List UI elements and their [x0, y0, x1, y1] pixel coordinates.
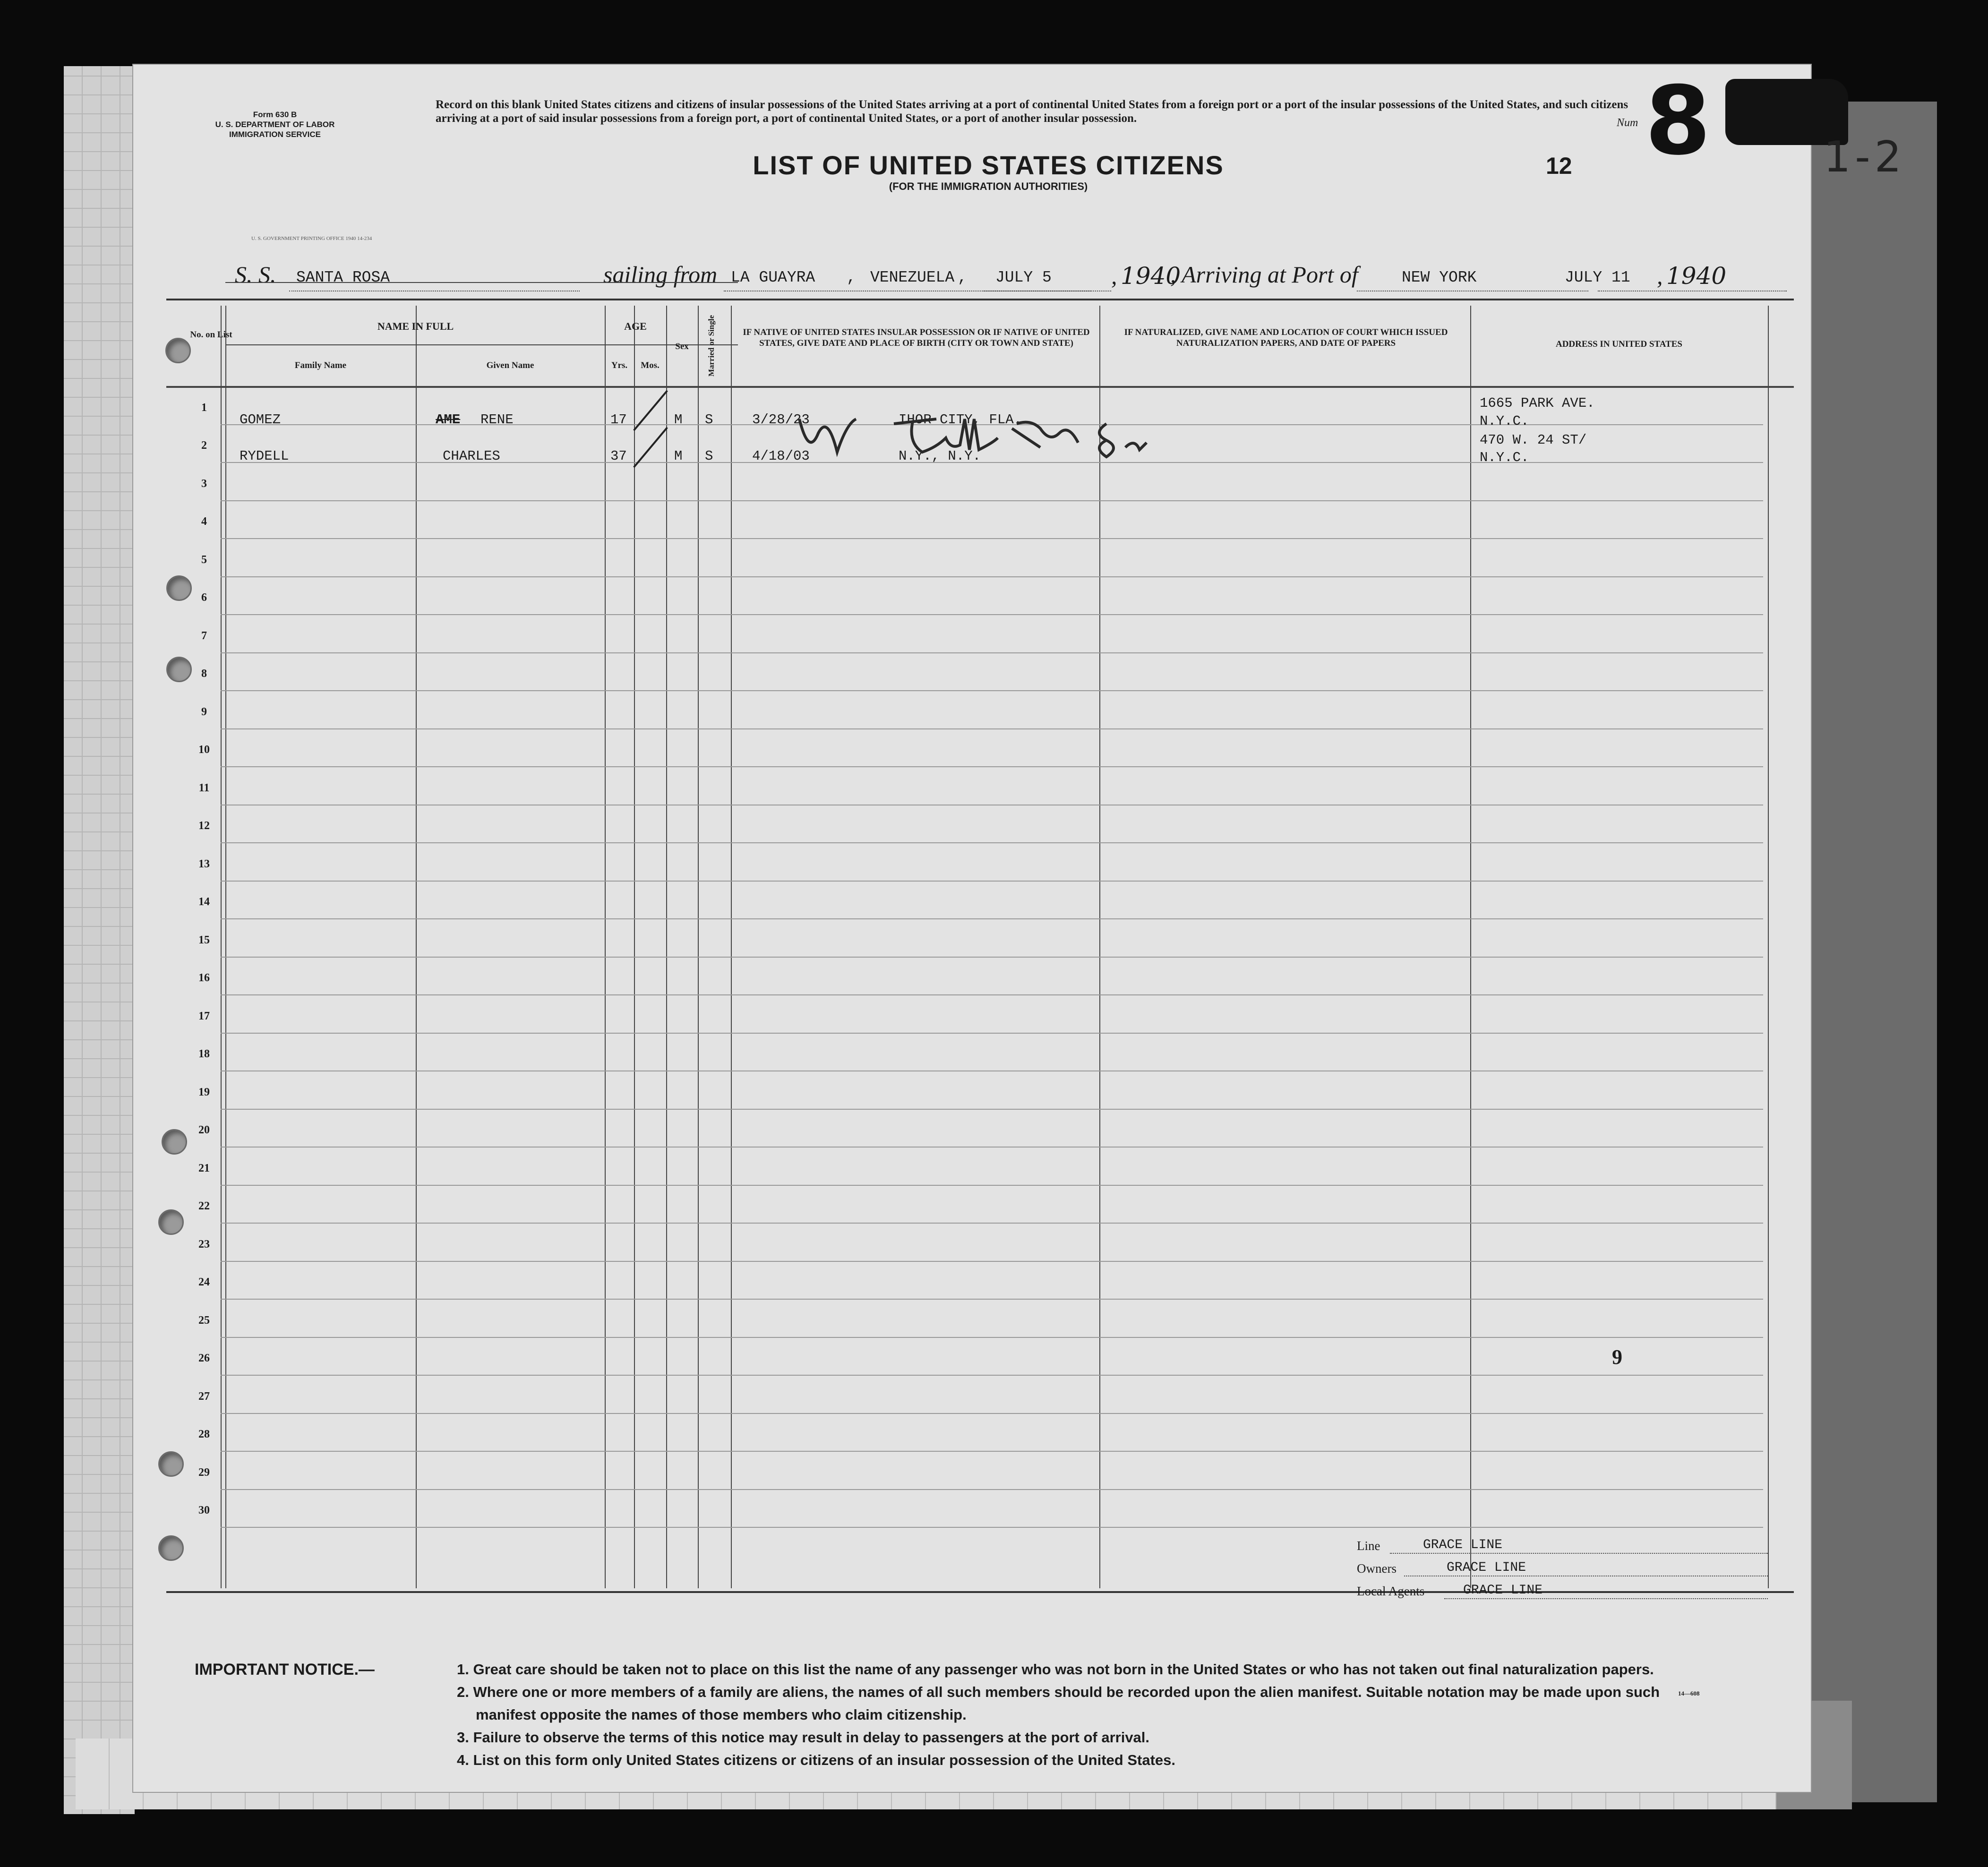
header-name-in-full: NAME IN FULL — [377, 320, 454, 332]
instruction-note: Record on this blank United States citizens and citizens of insular possessions of the United States arriving at a port of continental United States from a foreign port or a port of the insular possessions of the United States, and such citizens arriving at a port of said insular possessions from a foreign port, a port of continental United States, or a port of another insular possession. — [436, 98, 1628, 125]
row-rule — [221, 652, 1763, 653]
sex: M — [674, 448, 683, 464]
printer-mark: U. S. GOVERNMENT PRINTING OFFICE 1940 14-234 — [251, 236, 372, 241]
birth-date: 3/28/23 — [752, 412, 810, 428]
row-number: 20 — [198, 1124, 210, 1136]
handwritten-annotation — [795, 405, 1154, 462]
service: IMMIGRATION SERVICE — [229, 130, 321, 139]
binder-hole — [158, 1451, 184, 1477]
col-rule — [221, 306, 222, 1588]
header-address: ADDRESS IN UNITED STATES — [1555, 339, 1682, 349]
row-number: 18 — [198, 1048, 210, 1060]
row-rule — [221, 1413, 1763, 1414]
form-number: Form 630 B — [253, 110, 297, 119]
arrive-port: NEW YORK — [1402, 269, 1477, 286]
col-rule — [416, 306, 417, 1588]
row-number: 8 — [201, 668, 207, 680]
row-rule — [221, 1109, 1763, 1110]
row-rule — [221, 728, 1763, 729]
header-sex: Sex — [675, 342, 689, 351]
stamp-number: 8 — [1645, 66, 1711, 176]
row-number: 14 — [198, 896, 210, 908]
row-rule — [221, 576, 1763, 577]
row-rule — [221, 994, 1763, 995]
owners-label: Owners — [1357, 1561, 1397, 1576]
row-number: 26 — [198, 1352, 210, 1364]
row-rule — [221, 1185, 1763, 1186]
row-number: 10 — [198, 744, 210, 756]
agents-label: Local Agents — [1357, 1584, 1425, 1598]
comma-3: , — [1111, 263, 1117, 289]
row-number: 19 — [198, 1086, 210, 1098]
address-line2: N.Y.C. — [1480, 413, 1529, 429]
row-rule — [221, 1375, 1763, 1376]
row-number: 17 — [198, 1010, 210, 1022]
header-split-rule — [225, 282, 738, 283]
binder-hole — [158, 1209, 184, 1235]
header-yrs: Yrs. — [611, 360, 628, 370]
family-name: RYDELL — [240, 448, 289, 464]
form-header-block — [190, 110, 360, 139]
row-number: 27 — [198, 1390, 210, 1403]
grid-paper-edge — [64, 66, 135, 1814]
marital-status: S — [705, 412, 713, 428]
row-number: 6 — [201, 591, 207, 604]
page-mark: 9 — [1612, 1345, 1622, 1369]
row-number: 13 — [198, 857, 210, 870]
header-given-name: Given Name — [486, 360, 534, 370]
from-country: VENEZUELA — [870, 269, 955, 286]
row-rule — [221, 842, 1763, 843]
arrive-year: 1940 — [1666, 262, 1727, 290]
department: U. S. DEPARTMENT OF LABOR — [215, 120, 335, 129]
row-rule — [221, 614, 1763, 615]
binder-hole — [158, 1535, 184, 1561]
birth-place: N.Y., N.Y. — [899, 448, 981, 464]
page-subtitle: (FOR THE IMMIGRATION AUTHORITIES) — [889, 180, 1088, 192]
given-name: CHARLES — [443, 448, 500, 464]
page-title: LIST OF UNITED STATES CITIZENS — [753, 150, 1224, 180]
birth-date: 4/18/03 — [752, 448, 810, 464]
row-number: 21 — [198, 1162, 210, 1174]
header-no-on-list: No. on List — [190, 330, 232, 340]
row-rule — [221, 1261, 1763, 1262]
row-number: 3 — [201, 477, 207, 490]
header-naturalized-info: IF NATURALIZED, GIVE NAME AND LOCATION OF COURT WHICH ISSUED NATURALIZATION PAPERS, AND DATE OF PAPERS — [1124, 327, 1448, 348]
row-rule — [221, 1337, 1763, 1338]
row-number: 29 — [198, 1466, 210, 1479]
side-pencil-mark: 1 - 2 — [1824, 132, 1902, 182]
agents-value: GRACE LINE — [1463, 1583, 1543, 1598]
col-rule — [1470, 306, 1471, 1588]
header-family-name: Family Name — [294, 360, 347, 370]
given-name-struck: AME — [436, 412, 461, 428]
header-married-single: Married or Single — [707, 315, 716, 377]
col-rule — [698, 306, 699, 1588]
sex: M — [674, 412, 683, 428]
col-rule — [666, 306, 667, 1588]
owners-value: GRACE LINE — [1447, 1560, 1526, 1575]
arriving-label: , Arriving at Port of — [1170, 261, 1358, 288]
row-rule — [221, 690, 1763, 691]
row-number: 2 — [201, 439, 207, 452]
notice-item-4: 4. List on this form only United States citizens or citizens of an insular possession of the United States. — [457, 1752, 1175, 1768]
row-rule — [221, 1527, 1763, 1528]
address-line2: N.Y.C. — [1480, 450, 1529, 465]
binder-hole — [165, 338, 191, 363]
marital-status: S — [705, 448, 713, 464]
row-rule — [221, 538, 1763, 539]
header-mos: Mos. — [641, 360, 660, 370]
family-name: GOMEZ — [240, 412, 281, 428]
age-years: 17 — [610, 412, 627, 428]
row-rule — [221, 1033, 1763, 1034]
form-code: 14—608 — [1678, 1690, 1700, 1697]
ship-name: SANTA ROSA — [296, 269, 390, 286]
row-rule — [221, 881, 1763, 882]
col-rule — [634, 306, 635, 1588]
col-rule — [731, 306, 732, 1588]
row-rule — [221, 1299, 1763, 1300]
col-rule — [225, 306, 226, 1588]
manifest-form — [132, 64, 1812, 1793]
notice-item-2-cont: manifest opposite the names of those members who claim citizenship. — [476, 1706, 967, 1723]
depart-date: JULY 5 — [995, 269, 1052, 286]
row-rule — [221, 1489, 1763, 1490]
row-number: 1 — [201, 401, 207, 414]
list-number: 12 — [1546, 153, 1572, 179]
agents-dots — [1444, 1598, 1768, 1599]
line-label: Line — [1357, 1539, 1380, 1553]
header-split-rule — [225, 344, 738, 345]
col-rule — [1099, 306, 1100, 1588]
notice-item-2: 2. Where one or more members of a family are aliens, the names of all such members should be recorded upon the alien manifest. Suitable notation may be made upon such — [457, 1684, 1660, 1700]
notice-item-3: 3. Failure to observe the terms of this notice may result in delay to passengers at the port of arrival. — [457, 1729, 1150, 1746]
address-line1: 470 W. 24 ST/ — [1480, 432, 1587, 448]
ss-label: S. S. — [235, 261, 276, 288]
row-number: 11 — [198, 781, 210, 794]
binder-hole — [166, 657, 192, 682]
binder-hole — [166, 575, 192, 601]
row-number: 5 — [201, 553, 207, 566]
birth-place: IHOR CITY, FLA. — [899, 412, 1022, 428]
comma-4: , — [1657, 263, 1663, 289]
row-rule — [221, 766, 1763, 767]
row-number: 25 — [198, 1314, 210, 1327]
passenger-table — [166, 299, 1794, 1593]
row-number: 16 — [198, 972, 210, 984]
row-number: 28 — [198, 1428, 210, 1440]
comma-2: , — [958, 269, 967, 286]
row-number: 7 — [201, 629, 207, 642]
row-rule — [221, 500, 1763, 501]
header-native-info: IF NATIVE OF UNITED STATES INSULAR POSSESSION OR IF NATIVE OF UNITED STATES, GIVE DATE AND PLACE OF BIRTH (CITY OR TOWN AND STATE) — [743, 327, 1090, 348]
row-number: 4 — [201, 515, 207, 528]
sailing-label: sailing from — [603, 261, 718, 288]
age-years: 37 — [610, 448, 627, 464]
header-bottom-rule — [166, 386, 1794, 388]
line-value: GRACE LINE — [1423, 1538, 1503, 1552]
row-number: 15 — [198, 934, 210, 946]
arrive-date: JULY 11 — [1565, 269, 1630, 286]
notice-heading: IMPORTANT NOTICE.— — [195, 1661, 375, 1679]
from-port: LA GUAYRA — [731, 269, 815, 286]
row-number: 23 — [198, 1238, 210, 1250]
depart-year: 1940 — [1121, 262, 1181, 290]
binder-hole — [162, 1129, 187, 1155]
row-number: 22 — [198, 1200, 210, 1212]
row-rule — [221, 957, 1763, 958]
row-rule — [221, 1223, 1763, 1224]
address-line1: 1665 PARK AVE. — [1480, 395, 1595, 411]
number-label: Num — [1617, 117, 1638, 129]
header-age: AGE — [624, 320, 647, 332]
col-rule — [1768, 306, 1769, 1588]
row-number: 12 — [198, 820, 210, 832]
row-rule — [221, 1147, 1763, 1148]
col-rule — [605, 306, 606, 1588]
line-dots — [1390, 1553, 1768, 1554]
comma: , — [847, 269, 856, 286]
notice-item-1: 1. Great care should be taken not to place on this list the name of any passenger who was not born in the United States or who has not taken out final naturalization papers. — [457, 1661, 1654, 1678]
row-number: 24 — [198, 1276, 210, 1288]
row-number: 9 — [201, 705, 207, 718]
given-name: RENE — [480, 412, 514, 428]
row-rule — [221, 918, 1763, 919]
row-rule — [221, 1451, 1763, 1452]
row-number: 30 — [198, 1504, 210, 1516]
